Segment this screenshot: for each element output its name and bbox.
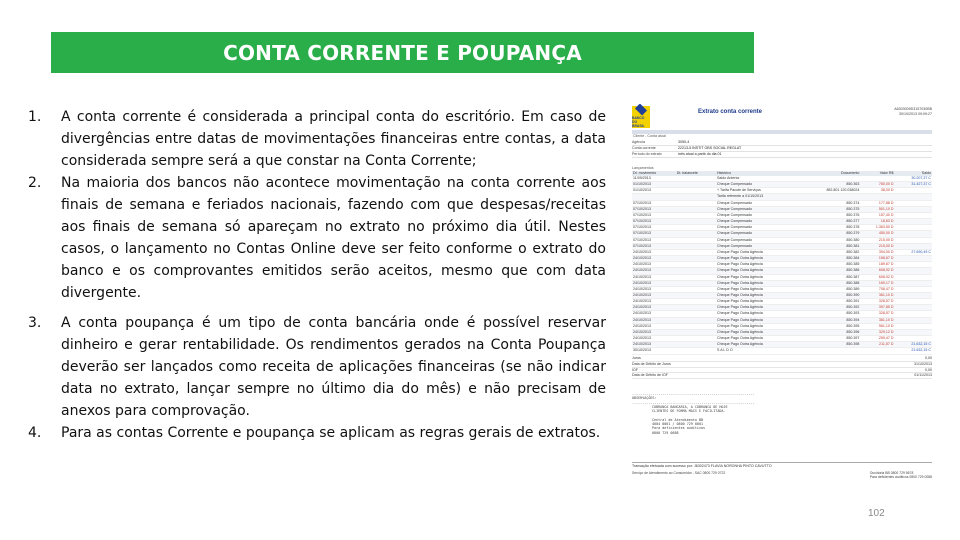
sac-contact: Serviço de Atendimento ao Consumidor - SAC 0800 729 0722	[632, 471, 726, 475]
observation-line: CLIENTES DE FORMA MAIS E FACILITADA.	[652, 409, 726, 414]
table-cell: 189,67 D	[860, 262, 894, 268]
table-cell: 215,00 D	[860, 237, 894, 243]
table-cell: 07/10/2013	[632, 243, 676, 249]
table-cell: 07/10/2013	[632, 225, 676, 231]
table-cell: Tarifa referente a 01/10/2013	[716, 194, 800, 200]
totals-key: Data de Débito de Juros	[632, 361, 671, 366]
statement-code: A6303009D3157030BB	[894, 107, 932, 111]
table-cell: 177,88 D	[860, 200, 894, 206]
observation-line: ------------------------------------------------------------	[632, 400, 755, 405]
table-cell: Cheque Compensado	[716, 219, 800, 225]
statement-header-info	[894, 107, 932, 117]
table-cell: 24/10/2013	[632, 268, 676, 274]
table-cell: 561,10 D	[860, 323, 894, 329]
table-cell: 850.398	[800, 342, 861, 348]
observation-line: 4004 0001 / 0800 729 0001	[652, 422, 704, 427]
table-cell: Cheque Compensado	[716, 212, 800, 218]
table-cell: 328,57 D	[860, 299, 894, 305]
table-cell: Cheque Pago Outra Agência	[716, 249, 800, 255]
table-cell: 850.394	[800, 317, 861, 323]
item-number: 3.	[28, 315, 42, 331]
list-item	[28, 106, 606, 172]
item-text: Para as contas Corrente e poupança se aplicam as regras gerais de extratos.	[61, 425, 601, 441]
table-cell: 24/10/2013	[632, 299, 676, 305]
table-cell: 381,10 D	[860, 317, 894, 323]
item-number: 1.	[28, 109, 42, 125]
lancamentos-label: Lançamentos	[632, 166, 654, 170]
table-cell: 211,57 D	[860, 342, 894, 348]
table-cell: Cheque Compensado	[716, 200, 800, 206]
table-cell: Cheque Pago Outra Agência	[716, 268, 800, 274]
table-cell: 07/10/2013	[632, 231, 676, 237]
table-cell: 259,47 D	[860, 336, 894, 342]
item-text: A conta corrente é considerada a principal conta do escritório. Em caso de divergências entre datas de movimentações financeiras entre contas, a data considerada sempre será a que constar na Conta Corrente;	[61, 109, 606, 169]
table-cell: Cheque Compensado	[716, 237, 800, 243]
table-cell: Cheque Pago Outra Agência	[716, 274, 800, 280]
table-cell: 608,92 D	[860, 274, 894, 280]
table-cell: 850.396	[800, 329, 861, 335]
table-cell: S A L D O	[716, 348, 800, 354]
column-header: Valor R$	[860, 171, 894, 176]
table-cell: 24/10/2013	[632, 256, 676, 262]
table-cell: 850.388	[800, 280, 861, 286]
table-cell: 361,10 D	[860, 292, 894, 298]
header-band	[632, 130, 932, 134]
table-cell: 24/10/2013	[632, 323, 676, 329]
item-text: Na maioria dos bancos não acontece movimentação na conta corrente aos finais de semana e feriados nacionais, fazendo com que despesas/receitas aos finais de semana só apareçam no extrato no próximo dia útil. Nestes casos, o lançamento no Contas Online deve ser feito conforme o extrato do banco e os comprovantes emitidos serão aceitos, mesmo que com data divergente.	[61, 175, 606, 301]
table-cell: Cheque Pago Outra Agência	[716, 317, 800, 323]
totals-row	[632, 373, 932, 379]
column-header: Dt. balancete	[676, 171, 716, 176]
table-cell: 608,92 D	[860, 268, 894, 274]
table-cell: 850.379	[800, 231, 861, 237]
info-row	[632, 152, 932, 158]
table-cell: 07/10/2013	[632, 237, 676, 243]
table-cell: 38,00 D	[860, 188, 894, 194]
table-cell: 850.380	[800, 237, 861, 243]
info-value: 3050-4	[678, 140, 690, 144]
table-cell	[860, 348, 894, 354]
totals-key: Juros	[632, 356, 641, 360]
ouvidoria-line: Para deficientes auditivos 0800 729 0088	[869, 475, 932, 480]
totals-value: 31/10/2013	[914, 361, 932, 366]
table-cell: 30.207,37 C	[894, 176, 932, 182]
table-cell: 31.427,37 C	[894, 182, 932, 188]
table-cell: 24/10/2013	[632, 311, 676, 317]
list-item	[28, 422, 606, 444]
transactions-table	[632, 171, 932, 355]
table-cell: 24/10/2013	[632, 292, 676, 298]
table-cell: 07/10/2013	[632, 200, 676, 206]
table-cell: 850.375	[800, 206, 861, 212]
table-cell: Cheque Pago Outra Agência	[716, 286, 800, 292]
table-cell: 394,00 D	[860, 249, 894, 255]
table-cell: 24/10/2013	[632, 336, 676, 342]
totals-value: 0,00	[925, 356, 932, 360]
table-row	[632, 348, 932, 354]
observation-line: Central de Atendimento BB	[652, 417, 704, 422]
bank-statement-image	[620, 104, 936, 482]
table-cell: 850.384	[800, 256, 861, 262]
table-cell: 24/10/2013	[632, 249, 676, 255]
table-cell: 850.389	[800, 286, 861, 292]
table-cell: Cheque Pago Outra Agência	[716, 280, 800, 286]
table-cell: 850.382	[800, 249, 861, 255]
table-cell: 850.381	[800, 243, 861, 249]
table-cell: 780,00 D	[860, 182, 894, 188]
table-cell: 01/10/2013	[632, 188, 676, 194]
table-cell: Cheque Pago Outra Agência	[716, 256, 800, 262]
table-cell: 24/10/2013	[632, 329, 676, 335]
table-cell: 07/10/2013	[632, 212, 676, 218]
table-cell: Cheque Compensado	[716, 206, 800, 212]
table-cell: 24/10/2013	[632, 274, 676, 280]
table-cell: Cheque Pago Outra Agência	[716, 329, 800, 335]
column-header: Histórico	[716, 171, 800, 176]
table-cell: Cheque Pago Outra Agência	[716, 311, 800, 317]
table-cell: 24/10/2013	[632, 280, 676, 286]
table-cell	[676, 348, 716, 354]
table-cell: Cheque Compensado	[716, 231, 800, 237]
info-key: Conta corrente	[632, 146, 656, 150]
table-cell: Cheque Pago Outra Agência	[716, 323, 800, 329]
table-cell: 24/10/2013	[632, 317, 676, 323]
table-cell: 850.391	[800, 299, 861, 305]
table-cell: 850.374	[800, 200, 861, 206]
totals-key: IOF	[632, 367, 638, 372]
table-cell: 850.387	[800, 274, 861, 280]
info-key: Período do extrato	[632, 152, 662, 156]
list-item	[28, 312, 606, 422]
bank-logo-icon	[632, 106, 650, 128]
table-cell: 850.393	[800, 311, 861, 317]
table-cell: 850.395	[800, 323, 861, 329]
table-cell: Cheque Pago Outra Agência	[716, 299, 800, 305]
table-cell: 501,10 D	[860, 206, 894, 212]
table-cell: 850.390	[800, 292, 861, 298]
rules-list	[28, 106, 606, 444]
table-cell: 158,67 D	[860, 256, 894, 262]
table-cell: Cheque Pago Outra Agência	[716, 262, 800, 268]
table-cell: 27.690,49 C	[894, 249, 932, 255]
table-cell: 11/09/2013	[632, 176, 676, 182]
title-banner	[51, 32, 754, 73]
table-cell: Cheque Compensado	[716, 243, 800, 249]
table-cell: 850.377	[800, 219, 861, 225]
transaction-note: Transação efetuada com sucesso por: J6302473 FLAVIA NORONHA PINTO CAVUTTO	[632, 462, 932, 468]
table-cell: 18,63 D	[860, 219, 894, 225]
table-cell: 21.632,15 C	[894, 342, 932, 348]
table-cell: 850.386	[800, 268, 861, 274]
observation-line: ------------------------------------------------------------	[632, 392, 755, 396]
table-cell: 850.397	[800, 336, 861, 342]
list-item	[28, 172, 606, 304]
table-cell: 450,00 D	[860, 231, 894, 237]
table-cell: Saldo Anterior	[716, 176, 800, 182]
ouvidoria-line: Ouvidoria BB 0800 729 5678	[869, 471, 914, 475]
info-value: 22213-5 INSTIT OBS SOCIAL REGLAT	[678, 146, 742, 150]
table-cell: 07/10/2013	[632, 206, 676, 212]
observation-line: OBSERVAÇÕES:	[632, 396, 657, 401]
page-number: 102	[868, 508, 885, 519]
totals-value: 01/11/2013	[914, 373, 932, 378]
table-cell: 169,17 D	[860, 280, 894, 286]
statement-datetime: 30/10/2013 09:09:27	[899, 112, 932, 116]
observation-line: Para deficientes auditivos	[652, 426, 706, 431]
observations-block	[632, 392, 932, 435]
table-cell: 07/10/2013	[632, 219, 676, 225]
statement-footer	[632, 471, 932, 479]
table-cell: Cheque Pago Outra Agência	[716, 336, 800, 342]
item-number: 2.	[28, 175, 42, 191]
table-cell: 397,85 D	[860, 305, 894, 311]
page-title: CONTA CORRENTE E POUPANÇA	[223, 40, 582, 65]
table-cell: + Tarifa Pacote de Serviços	[716, 188, 800, 194]
observation-line: COBRANCA BANCARIA, A COBRANCA DE HOJE	[652, 404, 728, 409]
table-cell: 328,57 D	[860, 311, 894, 317]
table-cell: 329,12 D	[860, 329, 894, 335]
table-cell: 21.632,15 C	[894, 348, 932, 354]
table-cell: 215,00 D	[860, 243, 894, 249]
transactions-body	[632, 176, 932, 354]
table-cell: 24/10/2013	[632, 342, 676, 348]
table-cell: 24/10/2013	[632, 262, 676, 268]
table-cell: 01/10/2013	[632, 182, 676, 188]
item-number: 4.	[28, 425, 42, 441]
table-cell	[800, 348, 861, 354]
bank-name: BANCO DO BRASIL	[632, 116, 645, 128]
table-cell: 157,40 D	[860, 212, 894, 218]
table-cell: 892.801 120.038024	[800, 188, 861, 194]
table-cell: 708,47 D	[860, 286, 894, 292]
table-cell: 850.378	[800, 225, 861, 231]
table-cell: 1.363,50 D	[860, 225, 894, 231]
column-header: Dt. movimento	[632, 171, 676, 176]
table-cell: Cheque Pago Outra Agência	[716, 292, 800, 298]
table-cell: Cheque Compensado	[716, 225, 800, 231]
item-text: A conta poupança é um tipo de conta bancária onde é possível reservar dinheiro e gerar rentabilidade. Os rendimentos gerados na Conta Poupança deverão ser lançados como receita de aplicações financeiras (se não indicar data no extrato, lançar sempre no último dia do mês) e não precisam de anexos para comprovação.	[61, 315, 606, 419]
table-cell: Cheque Pago Outra Agência	[716, 342, 800, 348]
statement-title: Extrato conta corrente	[698, 109, 763, 115]
table-cell: 850.376	[800, 212, 861, 218]
table-cell: 850.385	[800, 262, 861, 268]
table-cell: 24/10/2013	[632, 286, 676, 292]
column-header: Saldo	[894, 171, 932, 176]
table-cell: Cheque Pago Outra Agência	[716, 305, 800, 311]
table-cell: 30/10/2013	[632, 348, 676, 354]
table-cell: 850.363	[800, 182, 861, 188]
info-key: Agência	[632, 140, 645, 144]
totals-key: Data de Débito de IOF	[632, 373, 668, 378]
ouvidoria-contact	[870, 471, 932, 479]
account-info	[632, 140, 932, 158]
info-value: mês atual a partir do dia 01	[678, 152, 722, 156]
cliente-label: Cliente - Conta atual	[633, 134, 666, 138]
totals-block	[632, 356, 932, 379]
table-cell: Cheque Compensado	[716, 182, 800, 188]
table-cell: 24/10/2013	[632, 305, 676, 311]
observation-line: 0800 729 0088	[652, 430, 679, 435]
column-header: Documento	[800, 171, 861, 176]
table-cell: 850.392	[800, 305, 861, 311]
totals-value: 0,00	[925, 367, 932, 372]
